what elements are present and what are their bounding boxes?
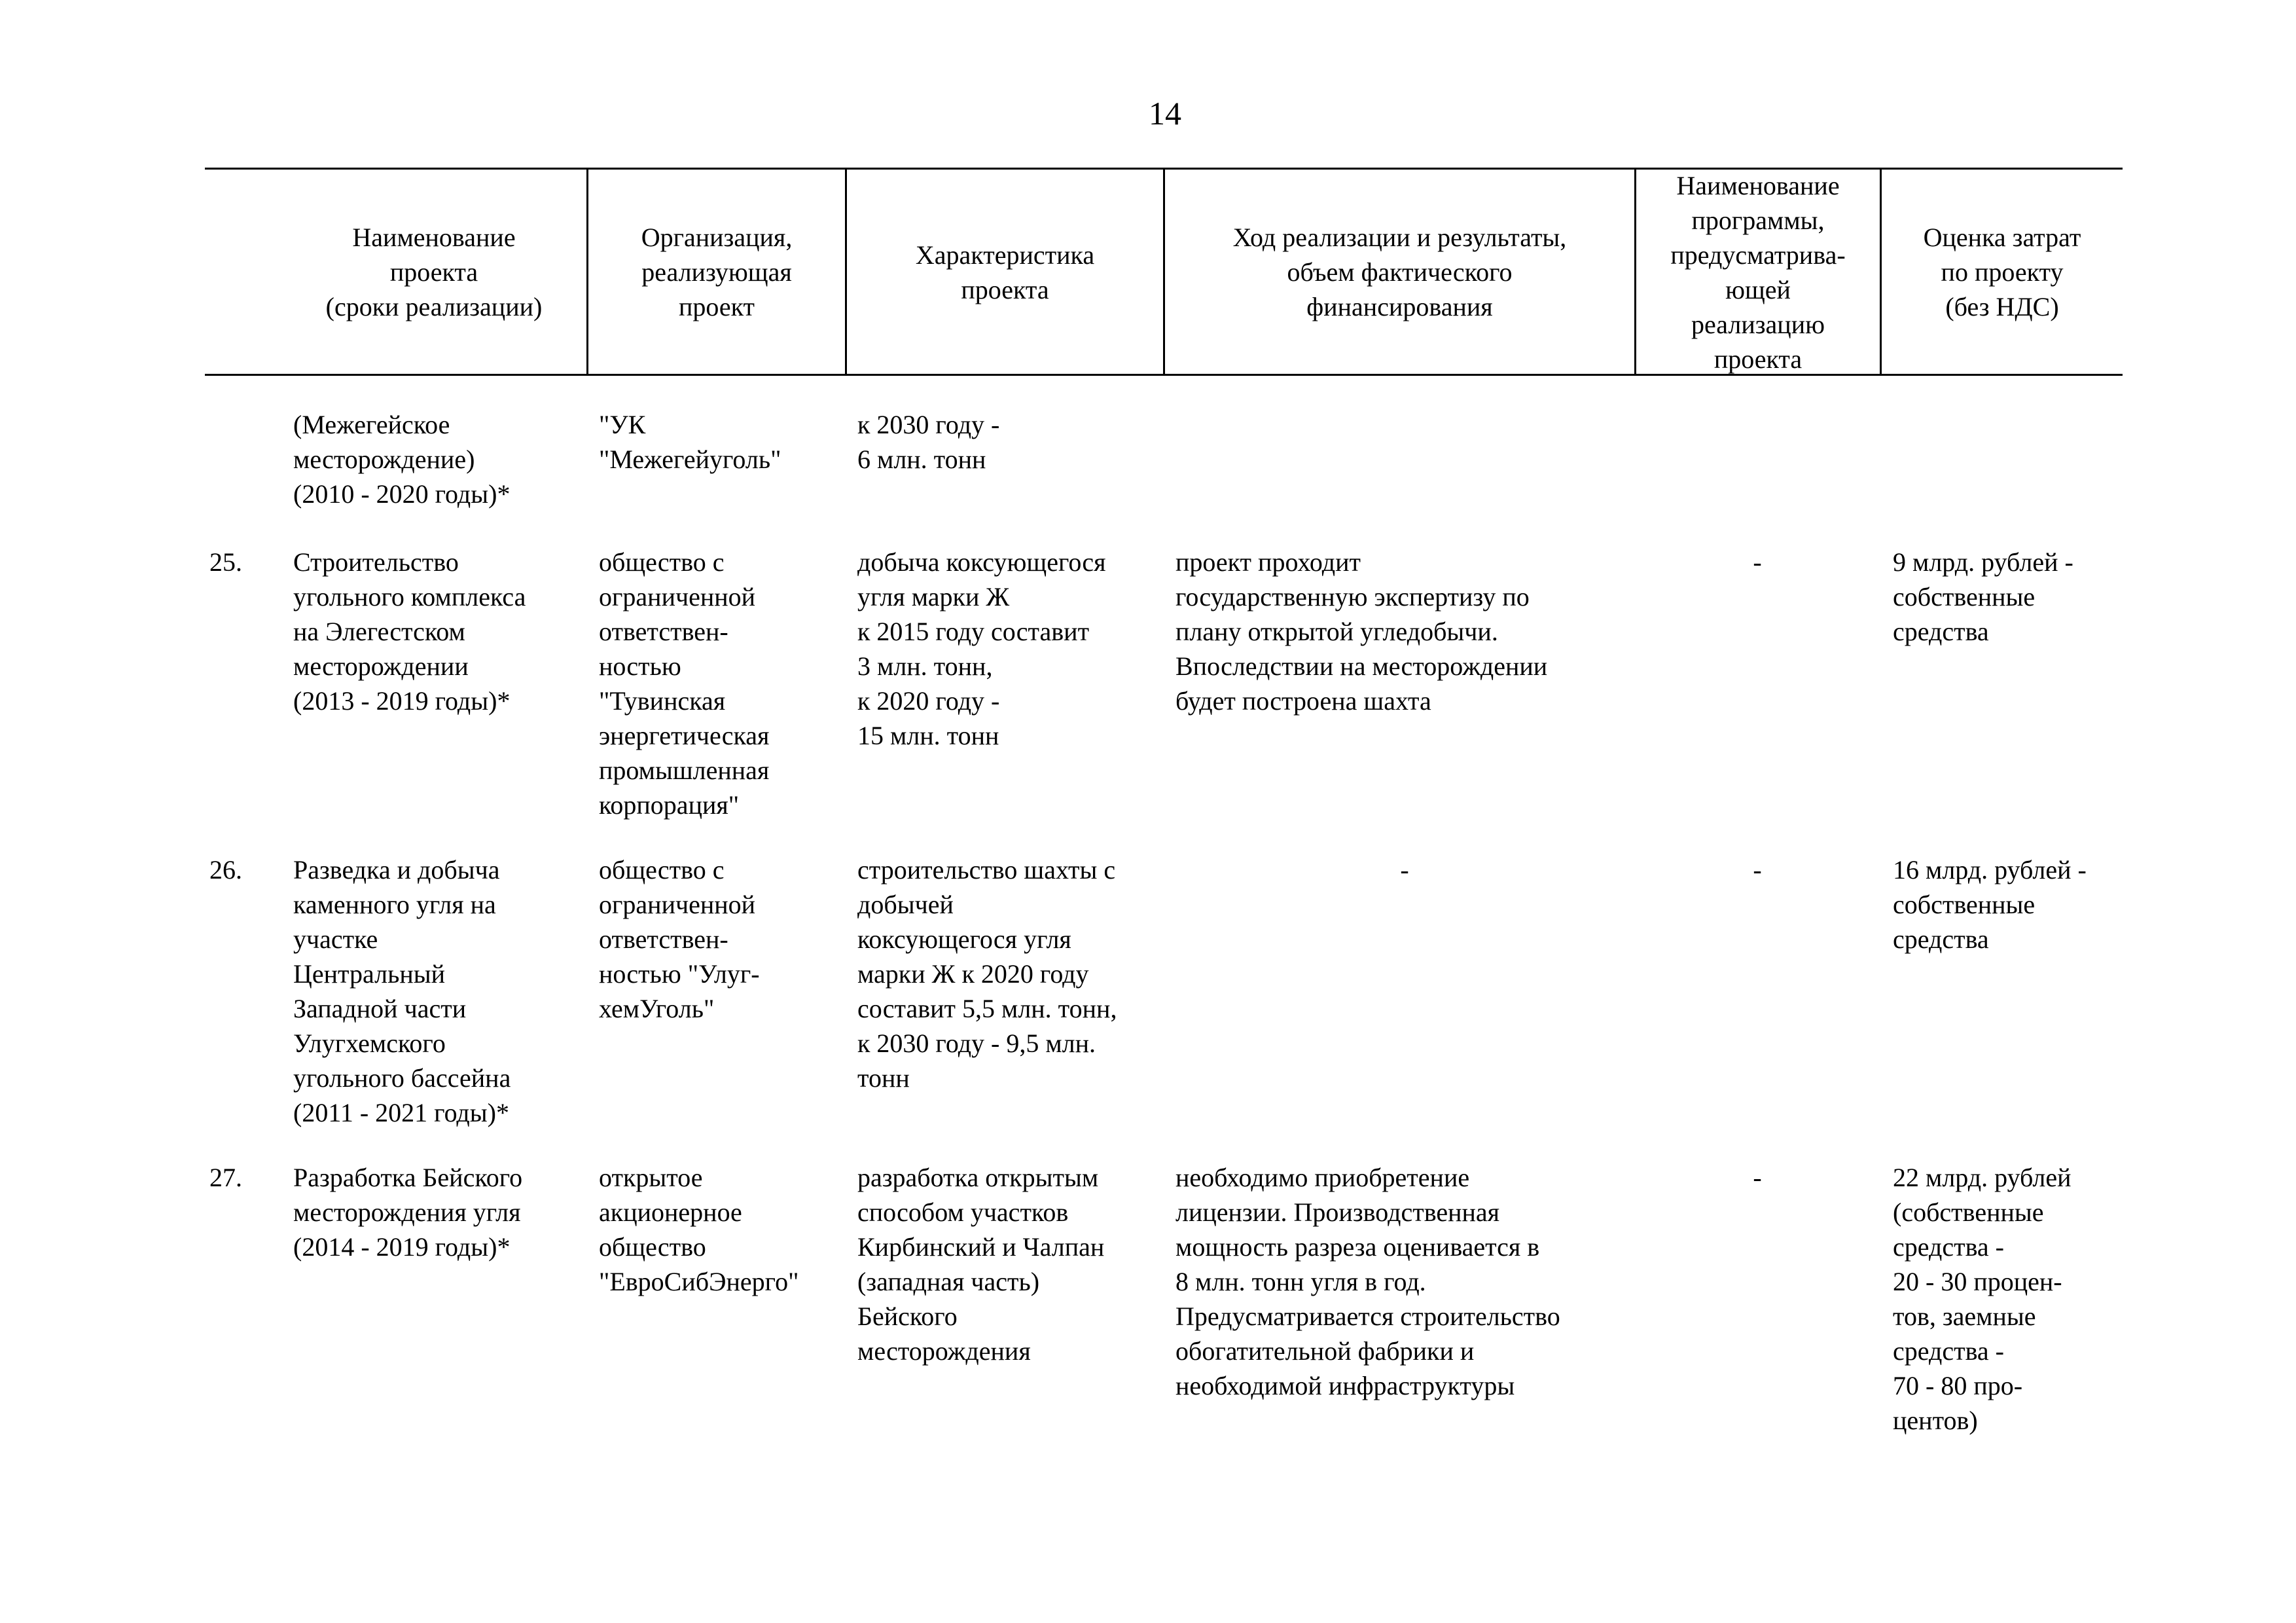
cost-cell: 22 млрд. рублей (собственные средства - 20 - 30 процен- тов, заемные средства - 70 - 80 про- центов): [1893, 1163, 2072, 1435]
row-number: 26.: [209, 855, 242, 884]
header-characteristics: Характеристика проекта: [915, 240, 1095, 304]
row-number: 27.: [209, 1163, 242, 1192]
characteristics-cell: к 2030 году - 6 млн. тонн: [857, 410, 1000, 474]
organization-cell: общество с ограниченной ответствен- ностью "Улуг- хемУголь": [599, 855, 760, 1023]
row-number: 25.: [209, 547, 242, 577]
program-cell: -: [1753, 1163, 1762, 1192]
program-cell: -: [1753, 855, 1762, 884]
progress-cell: -: [1400, 855, 1409, 884]
project-name-cell: Разведка и добыча каменного угля на участке Центральный Западной части Улугхемского угольного бассейна (2011 - 2021 годы)*: [293, 855, 511, 1127]
project-name-cell: Строительство угольного комплекса на Элегестском месторождении (2013 - 2019 годы)*: [293, 547, 526, 716]
header-progress: Ход реализации и результаты, объем фактического финансирования: [1232, 223, 1567, 321]
header-organization: Организация, реализующая проект: [641, 223, 793, 321]
program-cell: -: [1753, 547, 1762, 577]
characteristics-cell: строительство шахты с добычей коксующегося угля марки Ж к 2020 году составит 5,5 млн. тонн, к 2030 году - 9,5 млн. тонн: [857, 855, 1117, 1093]
characteristics-cell: добыча коксующегося угля марки Ж к 2015 году составит 3 млн. тонн, к 2020 году - 15 млн. тонн: [857, 547, 1106, 750]
organization-cell: открытое акционерное общество "ЕвроСибЭнерго": [599, 1163, 799, 1296]
organization-cell: "УК "Межегейуголь": [599, 410, 781, 474]
cost-cell: 9 млрд. рублей - собственные средства: [1893, 547, 2073, 646]
characteristics-cell: разработка открытым способом участков Кирбинский и Чалпан (западная часть) Бейского месторождения: [857, 1163, 1105, 1366]
header-cost: Оценка затрат по проекту (без НДС): [1923, 223, 2081, 321]
project-name-cell: Разработка Бейского месторождения угля (2014 - 2019 годы)*: [293, 1163, 523, 1262]
header-program: Наименование программы, предусматрива- ющей реализацию проекта: [1670, 170, 1846, 374]
progress-cell: необходимо приобретение лицензии. Производственная мощность разреза оценивается в 8 млн. тонн угля в год. Предусматривается строительство обогатительной фабрики и необходимой инфраструктуры: [1175, 1163, 1560, 1400]
page-number: 14: [1149, 95, 1181, 132]
project-name-cell: (Межегейское месторождение) (2010 - 2020 годы)*: [293, 410, 511, 509]
cost-cell: 16 млрд. рублей - собственные средства: [1893, 855, 2087, 954]
organization-cell: общество с ограниченной ответствен- ностью "Тувинская энергетическая промышленная корпорация": [599, 547, 770, 820]
progress-cell: проект проходит государственную экспертизу по плану открытой угледобычи. Впоследствии на месторождении будет построена шахта: [1175, 547, 1548, 716]
header-project-name: Наименование проекта (сроки реализации): [325, 223, 543, 321]
